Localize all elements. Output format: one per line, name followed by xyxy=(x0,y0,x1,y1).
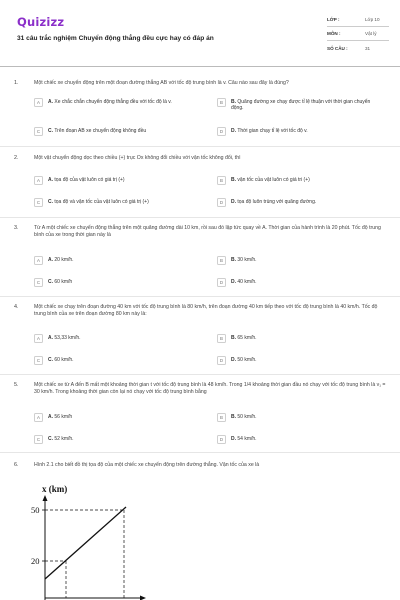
option-text: Quãng đường xe chạy được tỉ lệ thuận với thời gian chuyển động. xyxy=(231,99,371,111)
option-badge: A xyxy=(34,176,43,185)
option-text: Xe chắc chắn chuyển động thẳng đều với tốc độ là v. xyxy=(54,99,172,105)
option-text: tọa độ và vận tốc của vật luôn có giá trị (+) xyxy=(54,199,149,205)
question-text: Một chiếc xe chạy trên đoạn đường 40 km với tốc độ trung bình là 80 km/h, trên đoạn đường 40 km tiếp theo với tốc độ trung bình là 40 km/h. Tốc độ trung bình của xe trên đoạn đường 80 km này là: xyxy=(34,304,378,317)
question-divider xyxy=(0,296,400,297)
option-text: 40 km/h. xyxy=(237,279,257,285)
option-badge: C xyxy=(34,278,43,287)
option-badge: C xyxy=(34,127,43,136)
meta-subject-value: Vật lý xyxy=(365,31,377,36)
question-text: Một vật chuyển động dọc theo chiều (+) trục Ox không đổi chiều với vận tốc không đổi, thì xyxy=(34,155,241,161)
option-badge: A xyxy=(34,413,43,422)
question-divider xyxy=(0,146,400,147)
figure-position-time-graph xyxy=(18,480,148,600)
header-divider xyxy=(0,66,400,67)
worksheet-page: Quizizz 31 câu trắc nghiệm Chuyển động thẳng đều cực hay có đáp án LỚP : Lớp 10 MÔN : Vật lý SỐ CÂU : 31 1. Một chiếc xe chuyển động trên một đoạn đường thẳng AB với tốc độ trung bình là v. Câu nào sau đây là đúng? A A. Xe chắc chắn chuyển động thẳng đều với tốc độ là v. B B. Quãng đường xe chạy được tỉ lệ thuận với thời gian chuyển động. C C. Trên đoạn AB xe chuyển động không đều D D. Thời gian chạy tỉ lệ với tốc độ v. 2. Một vật chuyển động dọc theo chiều (+) trục Ox không đổi chiều với vận tốc không đổi, thì A A. tọa độ của vật luôn có giá trị (+) B B. vận tốc của vật luôn có giá tri (+) C C. tọa độ và vận tốc của vật luôn có giá trị (+) D D. tọa độ luôn trùng với quãng đường. 3. Từ A một chiếc xe chuyển động thẳng trên một quãng đường dài 10 km, rồi sau đó lập tức quay về A. Thời gian của hành trình là 20 phút. Tốc độ trung bình của xe trong thời gian này là A A. 20 km/h. B B. 30 km/h. C C. 60 km/h D D. 40 km/h. 4. Một chiếc xe chạy trên đoạn đường 40 km với tốc độ trung bình là 80 km/h, trên đoạn đường 40 km tiếp theo với tốc độ trung bình là 40 km/h. Tốc độ trung bình của xe trên đoạn đường 80 km này là: A A. 53,33 km/h. B B. 65 km/h. C C. 60 km/h. D D. 50 km/h. 5. Một chiếc xe từ A đến B mất một khoảng thời gian t với tốc độ trung bình là 48 km/h. Trong 1/4 khoảng thời gian đầu nó chạy với tốc độ trung bình là v₁ = 30 km/h. Trong khoảng thời gian còn lại nó chạy với tốc độ trung bình bằng A A. 56 km/h B B. 50 km/h. C C. 52 km/h. D D. 54 km/h. 6. Hình 2.1 cho biết đồ thị tọa độ của một chiếc xe chuyển động trên đường thẳng. Vận tốc của xe là x (km) 50 20 xyxy=(0,0,400,600)
meta-count-value: 31 xyxy=(365,46,371,51)
question-text: Từ A một chiếc xe chuyển động thẳng trên một quãng đường dài 10 km, rồi sau đó lập tức quay về A. Thời gian của hành trình là 20 phút. Tốc độ trung bình của xe trong thời gian này là xyxy=(34,225,381,238)
x-axis-arrow xyxy=(140,596,146,600)
option-text: 65 km/h. xyxy=(237,335,257,341)
option-badge: D xyxy=(217,356,226,365)
meta-divider xyxy=(327,26,389,27)
y-axis-label: x (km) xyxy=(42,484,68,494)
option-badge: C xyxy=(34,435,43,444)
question-number: 5. xyxy=(14,382,19,388)
option-text: 52 km/h. xyxy=(54,436,74,442)
question-divider xyxy=(0,452,400,453)
y-axis-arrow xyxy=(43,495,48,501)
option-badge: A xyxy=(34,334,43,343)
option-text: tọa độ luôn trùng với quãng đường. xyxy=(237,199,317,205)
question-number: 2. xyxy=(14,155,19,161)
option-badge: B xyxy=(217,176,226,185)
option-badge: A xyxy=(34,98,43,107)
option-badge: B xyxy=(217,413,226,422)
y-tick-label: 20 xyxy=(31,556,40,566)
worksheet-title: 31 câu trắc nghiệm Chuyển động thẳng đều cực hay có đáp án xyxy=(17,35,214,42)
quizizz-logo: Quizizz xyxy=(17,15,65,29)
question-number: 1. xyxy=(14,80,19,86)
option-text: tọa độ của vật luôn có giá trị (+) xyxy=(54,177,125,183)
option-badge: C xyxy=(34,198,43,207)
option-badge: D xyxy=(217,278,226,287)
meta-class-value: Lớp 10 xyxy=(365,17,380,22)
option-badge: B xyxy=(217,98,226,107)
option-text: 56 km/h xyxy=(54,414,73,420)
option-text: Thời gian chạy tỉ lệ với tốc độ v. xyxy=(237,128,308,134)
question-divider xyxy=(0,217,400,218)
option-text: 50 km/h. xyxy=(237,414,257,420)
option-text: 53,33 km/h. xyxy=(54,335,81,341)
question-number: 3. xyxy=(14,225,19,231)
meta-subject-key: MÔN : xyxy=(327,31,341,36)
option-text: 50 km/h. xyxy=(237,357,257,363)
question-text: Hình 2.1 cho biết đồ thị tọa độ của một chiếc xe chuyển động trên đường thẳng. Vận tốc của xe là xyxy=(34,462,260,468)
option-badge: A xyxy=(34,256,43,265)
meta-count-key: SỐ CÂU : xyxy=(327,46,348,51)
option-badge: D xyxy=(217,198,226,207)
option-badge: B xyxy=(217,256,226,265)
option-text: 60 km/h xyxy=(54,279,73,285)
option-badge: B xyxy=(217,334,226,343)
question-number: 4. xyxy=(14,304,19,310)
position-line xyxy=(45,507,126,579)
option-text: 60 km/h. xyxy=(54,357,74,363)
meta-class-key: LỚP : xyxy=(327,17,340,22)
option-text: Trên đoạn AB xe chuyển động không đều xyxy=(54,128,147,134)
question-text: Một chiếc xe chuyển động trên một đoạn đường thẳng AB với tốc độ trung bình là v. Câu nào sau đây là đúng? xyxy=(34,80,289,86)
meta-divider xyxy=(327,40,389,41)
y-tick-label: 50 xyxy=(31,505,40,515)
option-text: vận tốc của vật luôn có giá tri (+) xyxy=(237,177,310,183)
option-text: 54 km/h. xyxy=(237,436,257,442)
option-badge: D xyxy=(217,435,226,444)
question-divider xyxy=(0,374,400,375)
option-text: 20 km/h. xyxy=(54,257,74,263)
question-number: 6. xyxy=(14,462,19,468)
option-text: 30 km/h. xyxy=(237,257,257,263)
option-badge: C xyxy=(34,356,43,365)
question-text: Một chiếc xe từ A đến B mất một khoảng thời gian t với tốc độ trung bình là 48 km/h. Trong 1/4 khoảng thời gian đầu nó chạy với tốc độ trung bình là v₁ = 30 km/h. Trong khoảng thời gian còn lại nó chạy với tốc độ trung bình bằng xyxy=(34,382,386,395)
option-badge: D xyxy=(217,127,226,136)
